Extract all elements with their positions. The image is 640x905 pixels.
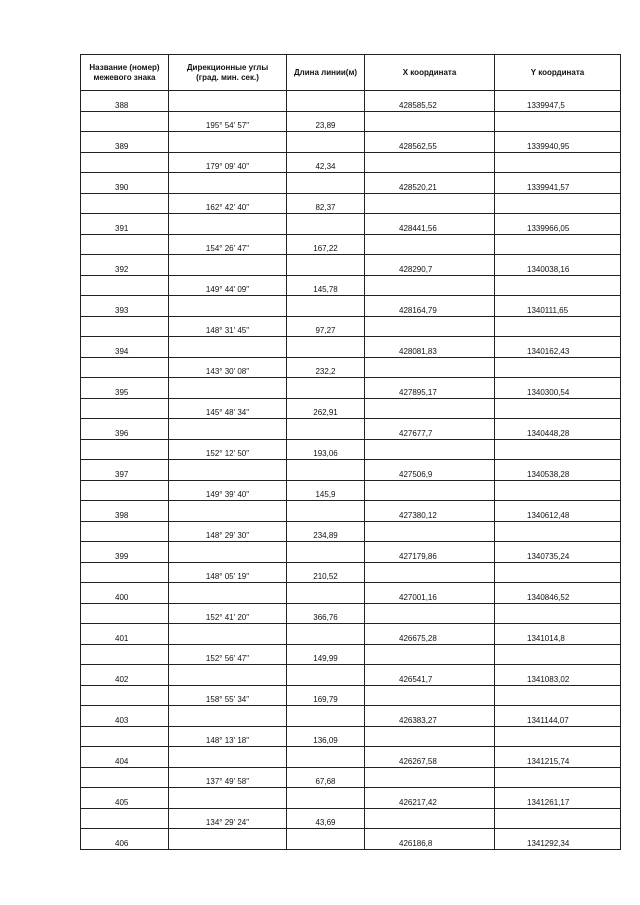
- empty-cell: [81, 357, 169, 378]
- point-row: [81, 829, 621, 850]
- x-coordinate-cell: 427380,12: [365, 501, 495, 522]
- y-coordinate-cell: 1340111,65: [495, 296, 621, 317]
- header-y: Y координата: [495, 55, 621, 91]
- line-length-cell: 234,89: [287, 521, 365, 542]
- empty-cell: [169, 542, 287, 563]
- empty-cell: [169, 501, 287, 522]
- point-name-cell: 400: [81, 583, 169, 604]
- empty-cell: [287, 501, 365, 522]
- segment-row: [81, 603, 621, 624]
- empty-cell: [169, 337, 287, 358]
- segment-row: [81, 193, 621, 214]
- x-coordinate-cell: 426383,27: [365, 706, 495, 727]
- empty-cell: [365, 480, 495, 501]
- line-length-cell: 67,68: [287, 767, 365, 788]
- header-name: Название (номер) межевого знака: [81, 55, 169, 91]
- point-row: [81, 706, 621, 727]
- empty-cell: [81, 562, 169, 583]
- empty-cell: [365, 152, 495, 173]
- direction-angle-cell: 152° 56' 47": [169, 644, 287, 665]
- direction-angle-cell: 149° 44' 09": [169, 275, 287, 296]
- empty-cell: [365, 808, 495, 829]
- empty-cell: [495, 726, 621, 747]
- boundary-coordinates-table: [80, 54, 621, 850]
- empty-cell: [81, 234, 169, 255]
- empty-cell: [287, 460, 365, 481]
- y-coordinate-cell: 1340846,52: [495, 583, 621, 604]
- y-coordinate-cell: 1341215,74: [495, 747, 621, 768]
- y-coordinate-cell: 1340300,54: [495, 378, 621, 399]
- empty-cell: [287, 91, 365, 112]
- point-name-cell: 389: [81, 132, 169, 153]
- empty-cell: [81, 152, 169, 173]
- point-name-cell: 394: [81, 337, 169, 358]
- empty-cell: [495, 603, 621, 624]
- x-coordinate-cell: 427895,17: [365, 378, 495, 399]
- direction-angle-cell: 148° 29' 30": [169, 521, 287, 542]
- direction-angle-cell: 149° 39' 40": [169, 480, 287, 501]
- x-coordinate-cell: 426541,7: [365, 665, 495, 686]
- point-row: [81, 378, 621, 399]
- segment-row: [81, 152, 621, 173]
- direction-angle-cell: 145° 48' 34": [169, 398, 287, 419]
- segment-row: [81, 111, 621, 132]
- table-body: [81, 91, 621, 850]
- empty-cell: [287, 173, 365, 194]
- y-coordinate-cell: 1340448,28: [495, 419, 621, 440]
- y-coordinate-cell: 1340038,16: [495, 255, 621, 276]
- line-length-cell: 149,99: [287, 644, 365, 665]
- point-name-cell: 399: [81, 542, 169, 563]
- empty-cell: [81, 316, 169, 337]
- empty-cell: [81, 808, 169, 829]
- empty-cell: [287, 132, 365, 153]
- point-name-cell: 391: [81, 214, 169, 235]
- line-length-cell: 366,76: [287, 603, 365, 624]
- empty-cell: [287, 255, 365, 276]
- empty-cell: [81, 767, 169, 788]
- point-name-cell: 404: [81, 747, 169, 768]
- point-name-cell: 388: [81, 91, 169, 112]
- empty-cell: [169, 665, 287, 686]
- direction-angle-cell: 134° 29' 24": [169, 808, 287, 829]
- empty-cell: [169, 419, 287, 440]
- line-length-cell: 145,9: [287, 480, 365, 501]
- point-row: [81, 542, 621, 563]
- empty-cell: [365, 439, 495, 460]
- empty-cell: [287, 583, 365, 604]
- coordinates-sheet: [80, 54, 621, 850]
- point-row: [81, 173, 621, 194]
- empty-cell: [169, 173, 287, 194]
- point-name-cell: 398: [81, 501, 169, 522]
- point-name-cell: 405: [81, 788, 169, 809]
- empty-cell: [495, 808, 621, 829]
- empty-cell: [495, 562, 621, 583]
- empty-cell: [495, 193, 621, 214]
- empty-cell: [287, 829, 365, 850]
- point-name-cell: 406: [81, 829, 169, 850]
- point-row: [81, 255, 621, 276]
- segment-row: [81, 480, 621, 501]
- line-length-cell: 262,91: [287, 398, 365, 419]
- empty-cell: [365, 603, 495, 624]
- direction-angle-cell: 148° 13' 18": [169, 726, 287, 747]
- empty-cell: [81, 111, 169, 132]
- empty-cell: [81, 644, 169, 665]
- segment-row: [81, 808, 621, 829]
- direction-angle-cell: 143° 30' 08": [169, 357, 287, 378]
- empty-cell: [287, 624, 365, 645]
- x-coordinate-cell: 428585,52: [365, 91, 495, 112]
- line-length-cell: 97,27: [287, 316, 365, 337]
- empty-cell: [169, 132, 287, 153]
- y-coordinate-cell: 1339941,57: [495, 173, 621, 194]
- y-coordinate-cell: 1341292,34: [495, 829, 621, 850]
- empty-cell: [365, 726, 495, 747]
- empty-cell: [287, 296, 365, 317]
- y-coordinate-cell: 1341144,07: [495, 706, 621, 727]
- line-length-cell: 167,22: [287, 234, 365, 255]
- empty-cell: [365, 357, 495, 378]
- segment-row: [81, 439, 621, 460]
- y-coordinate-cell: 1339940,95: [495, 132, 621, 153]
- point-row: [81, 788, 621, 809]
- empty-cell: [169, 296, 287, 317]
- direction-angle-cell: 148° 05' 19": [169, 562, 287, 583]
- segment-row: [81, 562, 621, 583]
- x-coordinate-cell: 427179,86: [365, 542, 495, 563]
- y-coordinate-cell: 1341014,8: [495, 624, 621, 645]
- y-coordinate-cell: 1340612,48: [495, 501, 621, 522]
- segment-row: [81, 398, 621, 419]
- empty-cell: [169, 460, 287, 481]
- direction-angle-cell: 158° 55' 34": [169, 685, 287, 706]
- line-length-cell: 232,2: [287, 357, 365, 378]
- empty-cell: [81, 480, 169, 501]
- y-coordinate-cell: 1340735,24: [495, 542, 621, 563]
- x-coordinate-cell: 428081,83: [365, 337, 495, 358]
- point-name-cell: 402: [81, 665, 169, 686]
- x-coordinate-cell: 426217,42: [365, 788, 495, 809]
- point-row: [81, 583, 621, 604]
- y-coordinate-cell: 1339966,05: [495, 214, 621, 235]
- empty-cell: [287, 214, 365, 235]
- empty-cell: [495, 480, 621, 501]
- point-name-cell: 395: [81, 378, 169, 399]
- empty-cell: [287, 378, 365, 399]
- empty-cell: [287, 747, 365, 768]
- segment-row: [81, 644, 621, 665]
- x-coordinate-cell: 426675,28: [365, 624, 495, 645]
- x-coordinate-cell: 428441,56: [365, 214, 495, 235]
- empty-cell: [169, 829, 287, 850]
- line-length-cell: 82,37: [287, 193, 365, 214]
- empty-cell: [287, 788, 365, 809]
- point-row: [81, 665, 621, 686]
- empty-cell: [81, 685, 169, 706]
- empty-cell: [81, 439, 169, 460]
- point-row: [81, 501, 621, 522]
- x-coordinate-cell: 428164,79: [365, 296, 495, 317]
- empty-cell: [495, 439, 621, 460]
- x-coordinate-cell: 426267,58: [365, 747, 495, 768]
- empty-cell: [495, 685, 621, 706]
- x-coordinate-cell: 426186,8: [365, 829, 495, 850]
- empty-cell: [495, 111, 621, 132]
- x-coordinate-cell: 428290,7: [365, 255, 495, 276]
- empty-cell: [495, 357, 621, 378]
- header-x: X координата: [365, 55, 495, 91]
- line-length-cell: 210,52: [287, 562, 365, 583]
- empty-cell: [365, 685, 495, 706]
- point-row: [81, 747, 621, 768]
- empty-cell: [495, 275, 621, 296]
- line-length-cell: 23,89: [287, 111, 365, 132]
- line-length-cell: 145,78: [287, 275, 365, 296]
- empty-cell: [495, 234, 621, 255]
- point-name-cell: 390: [81, 173, 169, 194]
- empty-cell: [81, 603, 169, 624]
- empty-cell: [365, 111, 495, 132]
- y-coordinate-cell: 1339947,5: [495, 91, 621, 112]
- direction-angle-cell: 162° 42' 40": [169, 193, 287, 214]
- line-length-cell: 43,69: [287, 808, 365, 829]
- empty-cell: [495, 767, 621, 788]
- empty-cell: [169, 624, 287, 645]
- empty-cell: [495, 152, 621, 173]
- x-coordinate-cell: 427001,16: [365, 583, 495, 604]
- empty-cell: [365, 275, 495, 296]
- empty-cell: [287, 419, 365, 440]
- segment-row: [81, 316, 621, 337]
- empty-cell: [365, 398, 495, 419]
- line-length-cell: 136,09: [287, 726, 365, 747]
- segment-row: [81, 234, 621, 255]
- empty-cell: [169, 706, 287, 727]
- y-coordinate-cell: 1341261,17: [495, 788, 621, 809]
- segment-row: [81, 521, 621, 542]
- empty-cell: [81, 275, 169, 296]
- point-row: [81, 296, 621, 317]
- line-length-cell: 193,06: [287, 439, 365, 460]
- point-name-cell: 392: [81, 255, 169, 276]
- table-header-row: [81, 55, 621, 91]
- x-coordinate-cell: 428520,21: [365, 173, 495, 194]
- segment-row: [81, 685, 621, 706]
- empty-cell: [169, 255, 287, 276]
- empty-cell: [495, 398, 621, 419]
- empty-cell: [169, 788, 287, 809]
- segment-row: [81, 275, 621, 296]
- empty-cell: [495, 521, 621, 542]
- point-row: [81, 419, 621, 440]
- empty-cell: [81, 398, 169, 419]
- empty-cell: [169, 214, 287, 235]
- segment-row: [81, 357, 621, 378]
- point-name-cell: 393: [81, 296, 169, 317]
- empty-cell: [495, 644, 621, 665]
- empty-cell: [287, 665, 365, 686]
- point-row: [81, 624, 621, 645]
- empty-cell: [365, 193, 495, 214]
- point-name-cell: 396: [81, 419, 169, 440]
- point-name-cell: 403: [81, 706, 169, 727]
- empty-cell: [287, 542, 365, 563]
- empty-cell: [169, 378, 287, 399]
- direction-angle-cell: 152° 41' 20": [169, 603, 287, 624]
- line-length-cell: 42,34: [287, 152, 365, 173]
- x-coordinate-cell: 427506,9: [365, 460, 495, 481]
- segment-row: [81, 767, 621, 788]
- empty-cell: [169, 583, 287, 604]
- empty-cell: [81, 521, 169, 542]
- empty-cell: [365, 316, 495, 337]
- line-length-cell: 169,79: [287, 685, 365, 706]
- empty-cell: [81, 193, 169, 214]
- direction-angle-cell: 195° 54' 57": [169, 111, 287, 132]
- direction-angle-cell: 154° 26' 47": [169, 234, 287, 255]
- point-row: [81, 337, 621, 358]
- direction-angle-cell: 152° 12' 50": [169, 439, 287, 460]
- empty-cell: [81, 726, 169, 747]
- empty-cell: [287, 706, 365, 727]
- point-row: [81, 460, 621, 481]
- point-row: [81, 214, 621, 235]
- empty-cell: [495, 316, 621, 337]
- point-name-cell: 397: [81, 460, 169, 481]
- y-coordinate-cell: 1341083,02: [495, 665, 621, 686]
- empty-cell: [365, 767, 495, 788]
- empty-cell: [169, 91, 287, 112]
- segment-row: [81, 726, 621, 747]
- direction-angle-cell: 137° 49' 58": [169, 767, 287, 788]
- point-row: [81, 132, 621, 153]
- y-coordinate-cell: 1340162,43: [495, 337, 621, 358]
- direction-angle-cell: 179° 09' 40": [169, 152, 287, 173]
- point-row: [81, 91, 621, 112]
- empty-cell: [287, 337, 365, 358]
- empty-cell: [169, 747, 287, 768]
- x-coordinate-cell: 428562,55: [365, 132, 495, 153]
- empty-cell: [365, 562, 495, 583]
- header-angle: Дирекционные углы (град. мин. сек.): [169, 55, 287, 91]
- point-name-cell: 401: [81, 624, 169, 645]
- empty-cell: [365, 234, 495, 255]
- header-length: Длина линии(м): [287, 55, 365, 91]
- empty-cell: [365, 644, 495, 665]
- direction-angle-cell: 148° 31' 45": [169, 316, 287, 337]
- empty-cell: [365, 521, 495, 542]
- x-coordinate-cell: 427677,7: [365, 419, 495, 440]
- y-coordinate-cell: 1340538,28: [495, 460, 621, 481]
